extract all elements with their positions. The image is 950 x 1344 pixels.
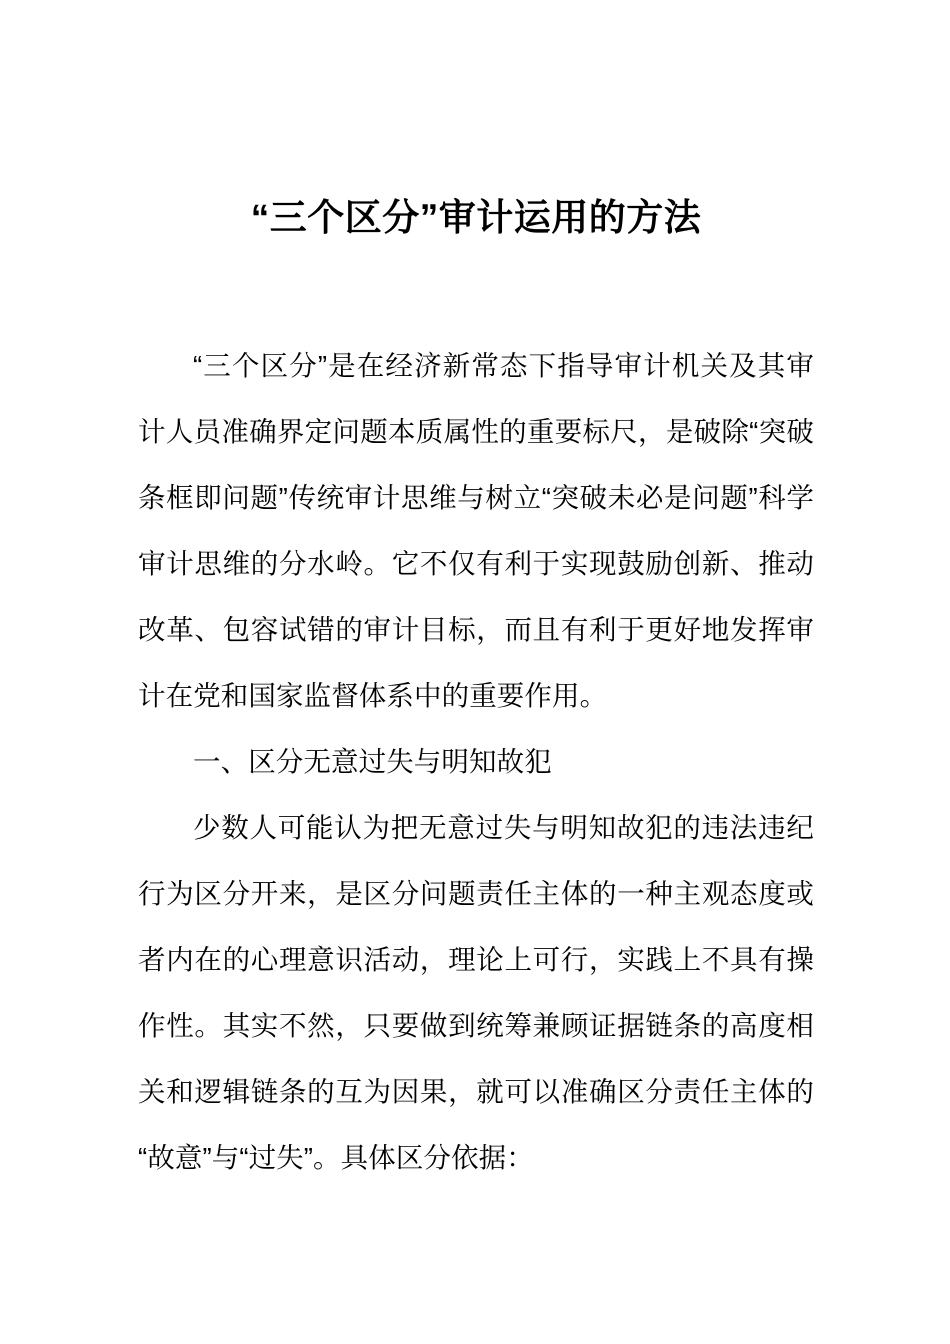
intro-paragraph: “三个区分”是在经济新常态下指导审计机关及其审计人员准确界定问题本质属性的重要标尺，是破除“突破条框即问题”传统审计思维与树立“突破未必是问题”科学审计思维的分水岭。它不仅有利于实现鼓励创新、推动改革、包容试错的审计目标，而且有利于更好地发挥审计在党和国家监督体系中的重要作用。 — [138, 350, 814, 711]
section-heading-one: 一、区分无意过失与明知故犯 — [193, 746, 552, 777]
document-body — [138, 333, 814, 1191]
section-one-paragraph: 少数人可能认为把无意过失与明知故犯的违法违纪行为区分开来，是区分问题责任主体的一种主观态度或者内在的心理意识活动，理论上可行，实践上不具有操作性。其实不然，只要做到统筹兼顾证据链条的高度相关和逻辑链条的互为因果，就可以准确区分责任主体的“故意”与“过失”。具体区分依据： — [138, 812, 814, 1173]
page-title: “三个区分”审计运用的方法 — [250, 197, 702, 238]
